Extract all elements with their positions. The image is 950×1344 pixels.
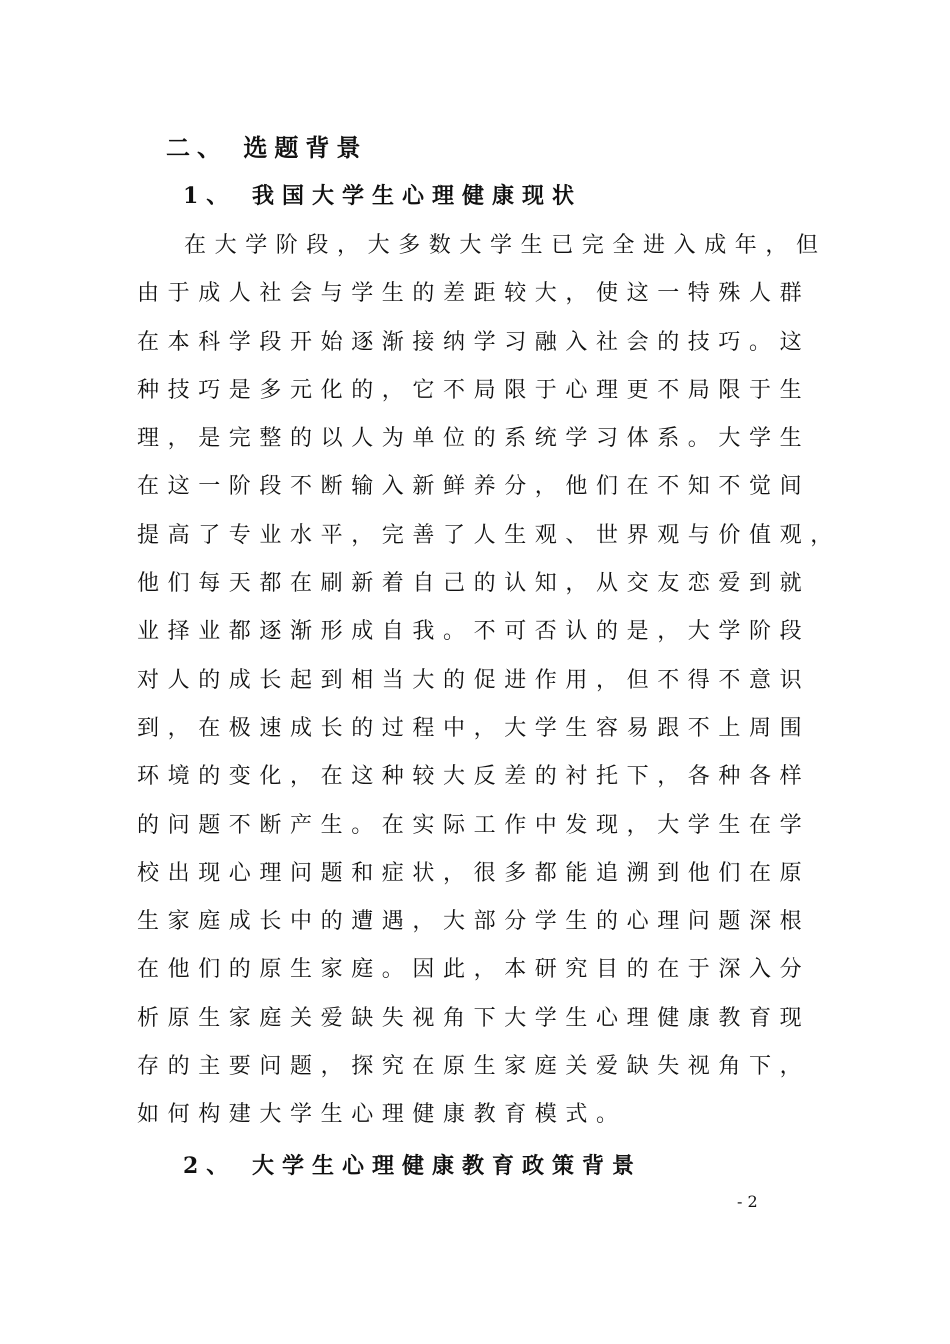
paragraph-line: 存的主要问题，探究在原生家庭关爱缺失视角下， xyxy=(137,1054,811,1080)
paragraph-line: 由于成人社会与学生的差距较大，使这一特殊人群 xyxy=(137,281,811,307)
paragraph-line: 提高了专业水平，完善了人生观、世界观与价值观， xyxy=(137,522,841,548)
paragraph-line: 生家庭成长中的遭遇，大部分学生的心理问题深根 xyxy=(137,909,811,935)
paragraph-line: 对人的成长起到相当大的促进作用，但不得不意识 xyxy=(137,667,811,693)
subsection-heading-2: 2、 大学生心理健康教育政策背景 xyxy=(183,1153,642,1179)
paragraph-line: 的问题不断产生。在实际工作中发现，大学生在学 xyxy=(137,812,811,838)
paragraph-line: 在他们的原生家庭。因此，本研究目的在于深入分 xyxy=(137,957,811,983)
paragraph-line: 校出现心理问题和症状，很多都能追溯到他们在原 xyxy=(137,860,811,886)
paragraph-line: 在本科学段开始逐渐接纳学习融入社会的技巧。这 xyxy=(137,329,811,355)
paragraph-line: 如何构建大学生心理健康教育模式。 xyxy=(137,1102,627,1128)
paragraph-line: 他们每天都在刷新着自己的认知，从交友恋爱到就 xyxy=(137,571,811,597)
paragraph-line: 环境的变化，在这种较大反差的衬托下，各种各样 xyxy=(137,764,811,790)
paragraph-line: 在大学阶段，大多数大学生已完全进入成年，但 xyxy=(184,233,827,258)
paragraph-line: 析原生家庭关爱缺失视角下大学生心理健康教育现 xyxy=(137,1005,811,1031)
paragraph-line: 业择业都逐渐形成自我。不可否认的是，大学阶段 xyxy=(137,619,811,645)
paragraph-line: 理，是完整的以人为单位的系统学习体系。大学生 xyxy=(137,426,811,452)
subsection-heading-1: 1、 我国大学生心理健康现状 xyxy=(183,183,582,209)
paragraph-line: 到，在极速成长的过程中，大学生容易跟不上周围 xyxy=(137,715,811,741)
page-number: - 2 xyxy=(737,1192,758,1211)
section-heading: 二、 选题背景 xyxy=(166,133,368,162)
body-paragraph xyxy=(137,222,841,1140)
paragraph-line: 在这一阶段不断输入新鲜养分，他们在不知不觉间 xyxy=(137,474,811,500)
paragraph-line: 种技巧是多元化的，它不局限于心理更不局限于生 xyxy=(137,377,811,403)
